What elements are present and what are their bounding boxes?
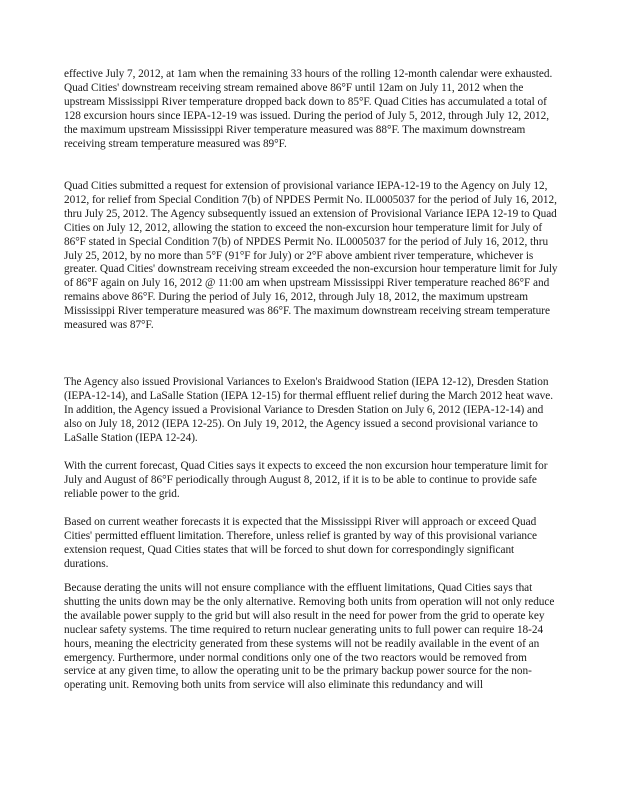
paragraph-text: The Agency also issued Provisional Variances to Exelon's Braidwood Station (IEPA 12-12), Dresden Station (IEPA-12-14), and LaSalle Station (IEPA 12-15) for thermal effluent relief during the March 2012 heat wave. In addition, the Agency issued a Provisional Variance to Dresden Station on July 6, 2012 (IEPA-12-14) and also on July 18, 2012 (IEPA 12-25). On July 19, 2012, the Agency issued a second provisional variance to LaSalle Station (IEPA 12-24). [64,376,553,444]
paragraph-text: Quad Cities submitted a request for extension of provisional variance IEPA-12-19 to the Agency on July 12, 2012, for relief from Special Condition 7(b) of NPDES Permit No. IL0005037 for the period of July 16, 2012, thru July 25, 2012. The Agency subsequently issued an extension of Provisional Variance IEPA 12-19 to Quad Cities on July 12, 2012, allowing the station to exceed the non-excursion hour temperature limit for July of 86°F stated in Special Condition 7(b) of NPDES Permit No. IL0005037 for the period of July 16, 2012, thru July 25, 2012, by no more than 5°F (91°F for July) or 2°F above ambient river temperature, whichever is greater. Quad Cities' downstream receiving stream exceeded the non-excursion hour temperature limit for July of 86°F again on July 16, 2012 @ 11:00 am when upstream Mississippi River temperature reached 86°F and remains above 86°F. During the period of July 16, 2012, through July 18, 2012, the maximum upstream Mississippi River temperature measured was 86°F. The maximum downstream receiving stream temperature measured was 87°F. [64,180,558,332]
paragraph-forecast [64,460,560,502]
paragraph-text: With the current forecast, Quad Cities says it expects to exceed the non excursion hour temperature limit for July and August of 86°F periodically through August 8, 2012, if it is to be able to continue to provide safe reliable power to the grid. [64,460,548,500]
paragraph-variance-extension [64,180,560,333]
paragraph-text: Because derating the units will not ensure compliance with the effluent limitations, Quad Cities says that shutting the units down may be the only alternative. Removing both units from operation will not only reduce the available power supply to the grid but will also result in the need for power from the grid to operate key nuclear safety systems. The time required to return nuclear generating units to full power can require 18-24 hours, meaning the electricity generated from these systems will not be readily available in the event of an emergency. Furthermore, under normal conditions only one of the two reactors would be removed from service at any given time, to allow the operating unit to be the primary backup power source for the non-operating unit. Removing both units from service will also eliminate this redundancy and will [64,582,555,692]
paragraph-excursion-hours [64,68,560,151]
paragraph-weather [64,516,560,572]
paragraph-other-stations [64,376,560,446]
paragraph-text: effective July 7, 2012, at 1am when the remaining 33 hours of the rolling 12-month calendar were exhausted. Quad Cities' downstream receiving stream remained above 86°F until 12am on July 11, 2012 when the upstream Mississippi River temperature dropped back down to 85°F. Quad Cities has accumulated a total of 128 excursion hours since IEPA-12-19 was issued. During the period of July 5, 2012, through July 12, 2012, the maximum upstream Mississippi River temperature measured was 88°F. The maximum downstream receiving stream temperature measured was 89°F. [64,68,553,150]
paragraph-text: Based on current weather forecasts it is expected that the Mississippi River will approach or exceed Quad Cities' permitted effluent limitation. Therefore, unless relief is granted by way of this provisional variance extension request, Quad Cities states that will be forced to shut down for correspondingly significant durations. [64,516,537,570]
paragraph-derating [64,582,560,693]
